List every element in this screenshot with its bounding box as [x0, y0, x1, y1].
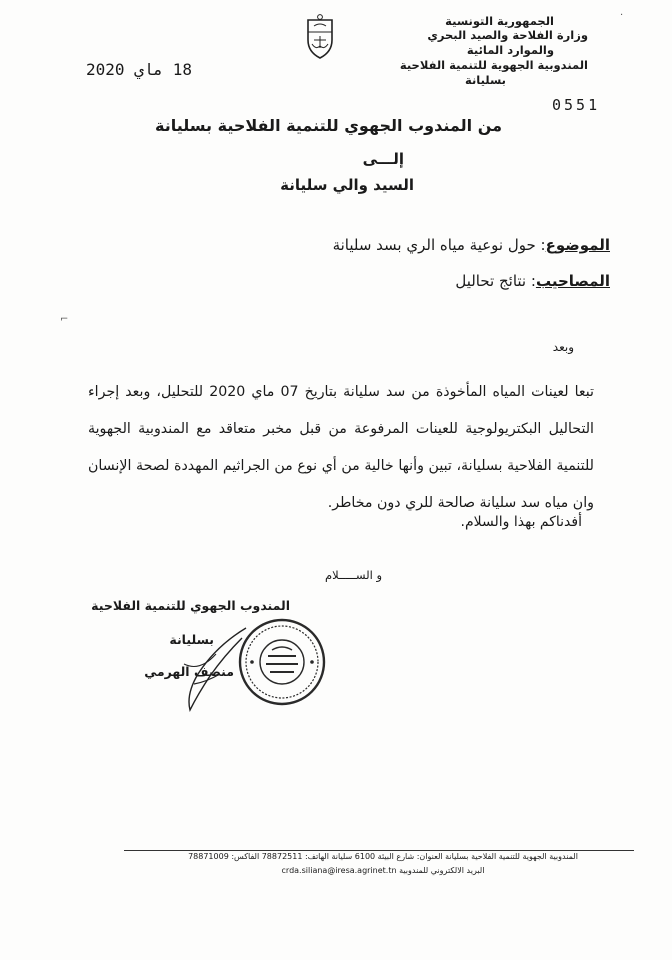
subject-label: الموضوع: [545, 236, 610, 254]
tunisia-emblem-icon: [304, 14, 336, 60]
header-resources: والموارد المائية: [466, 43, 554, 57]
signature-location: بسليانة: [169, 632, 214, 647]
header-commissariat: المندوبية الجهوية للتنمية الفلاحية: [399, 58, 588, 72]
official-stamp: [238, 618, 326, 706]
subject-value: : حول نوعية مياه الري بسد سليانة: [332, 236, 546, 254]
conclusion: أفدناكم بهذا والسلام.: [460, 514, 582, 530]
footer-email: البريد الالكتروني للمندوبية crda.siliana@iresa.agrinet.tn: [281, 866, 485, 875]
signature-title: المندوب الجهوي للتنمية الفلاحية: [91, 598, 290, 613]
scan-mark-top: ·: [620, 10, 624, 21]
header-republic: الجمهورية التونسية: [445, 14, 554, 28]
footer-address: المندوبية الجهوية للتنمية الفلاحية بسليانة العنوان: شارع البيئة 6100 سليانة الهاتف: 78872511 الفاكس: 78871009: [188, 852, 578, 861]
recipient-line: السيد والي سليانة: [280, 176, 414, 194]
letter-date: 18 ماي 2020: [86, 60, 192, 79]
scan-mark-left: ⌐: [60, 314, 69, 325]
closing-salutation: و الســـــلام: [325, 568, 382, 582]
sender-line: من المندوب الجهوي للتنمية الفلاحية بسليانة: [154, 116, 502, 135]
attachments-row: [455, 272, 610, 290]
footer-rule: [124, 850, 634, 851]
attachments-label: المصاحيب: [535, 272, 610, 290]
subject-row: [333, 236, 610, 254]
greeting: وبعد: [552, 340, 574, 354]
header-city: بسليانة: [464, 73, 506, 87]
to-line: إلـــى: [362, 150, 404, 168]
signature-name: منصف الهرمي: [144, 664, 234, 679]
header-ministry: وزارة الفلاحة والصيد البحري: [427, 28, 588, 42]
attachments-value: : نتائج تحاليل: [455, 272, 536, 290]
reference-number: 0551: [552, 96, 601, 114]
body-paragraph: تبعا لعينات المياه المأخوذة من سد سليانة بتاريخ 07 ماي 2020 للتحليل، وبعد إجراء التحاليل البكتريولوجية للعينات المرفوعة من قبل مخبر متعاقد مع المندوبية الجهوية للتنمية الفلاحية بسليانة، تبين وأنها خالية من أي نوع من الجراثيم المهددة لصحة الإنسان وان مياه سد سليانة صالحة للري دون مخاطر.: [88, 384, 594, 511]
